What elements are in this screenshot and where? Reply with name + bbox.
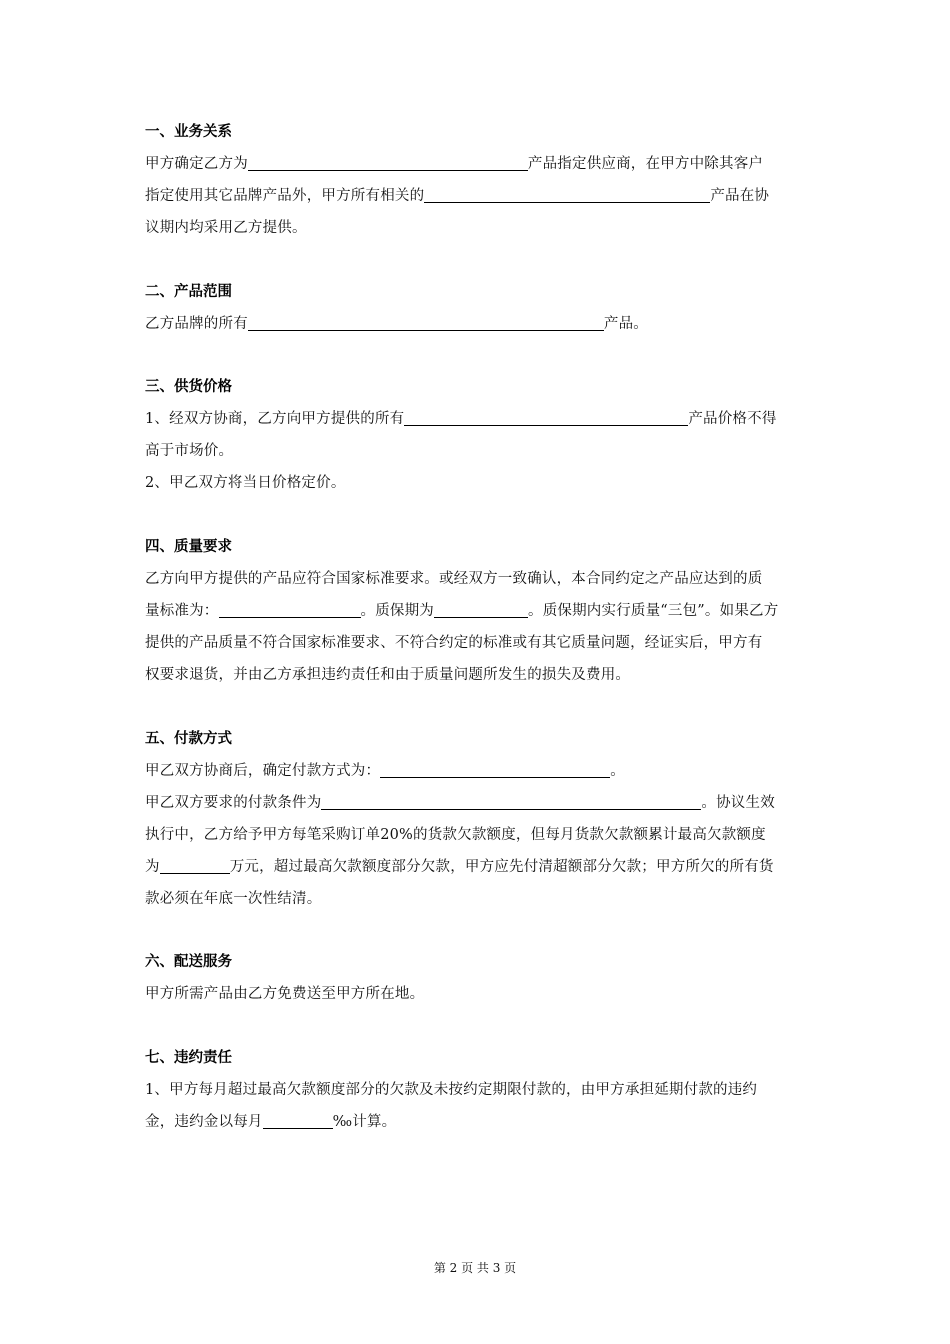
text-run: 金，违约金以每月: [145, 1114, 263, 1130]
text-run: 量标准为：: [145, 603, 219, 619]
text-run: 产品。: [603, 316, 649, 332]
paragraph: 甲方所需产品由乙方免费送至甲方所在地。: [145, 986, 425, 1002]
fill-in-blank[interactable]: [263, 1112, 333, 1129]
fill-in-blank[interactable]: [248, 154, 528, 171]
paragraph: 款必须在年底一次性结清。: [145, 891, 322, 907]
text-run: 产品价格不得: [688, 411, 777, 427]
page-number-footer: 第 2 页 共 3 页: [433, 1261, 517, 1275]
fill-in-blank[interactable]: [160, 857, 230, 874]
paragraph: 2、甲乙双方将当日价格定价。: [145, 475, 346, 491]
section-heading: 五、付款方式: [145, 731, 232, 747]
section-payment-method: [145, 729, 807, 915]
section-business-relationship: [145, 122, 807, 244]
section-heading: 一、业务关系: [145, 124, 232, 140]
paragraph: [145, 308, 807, 340]
paragraph: 高于市场价。: [145, 443, 234, 459]
section-heading: 二、产品范围: [145, 284, 232, 300]
section-supply-price: [145, 377, 807, 499]
paragraph: 议期内均采用乙方提供。: [145, 220, 307, 236]
text-run: 。质保期内实行质量“三包”。如果乙方: [528, 603, 779, 619]
paragraph: [145, 403, 807, 435]
section-quality-requirements: [145, 537, 807, 691]
fill-in-blank[interactable]: [321, 793, 701, 810]
text-run: 。质保期为: [360, 603, 434, 619]
text-run: 产品在协: [710, 188, 770, 204]
fill-in-blank[interactable]: [404, 409, 688, 426]
paragraph: 执行中，乙方给予甲方每笔采购订单20%的货款欠款额度，但每月货款欠款额累计最高欠款额度: [145, 827, 766, 843]
paragraph: [145, 180, 807, 212]
paragraph: [145, 148, 807, 180]
fill-in-blank[interactable]: [434, 601, 528, 618]
paragraph: 1、甲方每月超过最高欠款额度部分的欠款及未按约定期限付款的，由甲方承担延期付款的违约: [145, 1082, 758, 1098]
section-liability-for-breach: [145, 1048, 807, 1138]
fill-in-blank[interactable]: [380, 761, 610, 778]
fill-in-blank[interactable]: [219, 601, 361, 618]
text-run: 。协议生效: [701, 795, 775, 811]
paragraph: [145, 595, 807, 627]
text-run: ‰计算。: [332, 1114, 397, 1130]
text-run: 指定使用其它品牌产品外，甲方所有相关的: [145, 188, 425, 204]
paragraph: [145, 851, 807, 883]
section-heading: 七、违约责任: [145, 1050, 232, 1066]
fill-in-blank[interactable]: [424, 186, 710, 203]
text-run: 为: [145, 859, 160, 875]
paragraph: [145, 787, 807, 819]
fill-in-blank[interactable]: [248, 314, 604, 331]
paragraph: [145, 1106, 807, 1138]
section-delivery-service: [145, 952, 807, 1010]
section-heading: 四、质量要求: [145, 539, 232, 555]
section-heading: 六、配送服务: [145, 954, 232, 970]
text-run: 。: [610, 763, 625, 779]
text-run: 甲方确定乙方为: [145, 156, 248, 172]
paragraph: 提供的产品质量不符合国家标准要求、不符合约定的标准或有其它质量问题，经证实后，甲方有: [145, 635, 763, 651]
section-product-scope: [145, 282, 807, 340]
paragraph: 乙方向甲方提供的产品应符合国家标准要求。或经双方一致确认，本合同约定之产品应达到的质: [145, 571, 763, 587]
text-run: 乙方品牌的所有: [145, 316, 248, 332]
text-run: 产品指定供应商，在甲方中除其客户: [527, 156, 764, 172]
text-run: 甲乙双方协商后，确定付款方式为：: [145, 763, 381, 779]
section-heading: 三、供货价格: [145, 379, 232, 395]
text-run: 甲乙双方要求的付款条件为: [145, 795, 322, 811]
paragraph: 权要求退货，并由乙方承担违约责任和由于质量问题所发生的损失及费用。: [145, 667, 631, 683]
text-run: 万元，超过最高欠款额度部分欠款，甲方应先付清超额部分欠款；甲方所欠的所有货: [229, 859, 774, 875]
text-run: 1、经双方协商，乙方向甲方提供的所有: [145, 411, 405, 427]
paragraph: [145, 755, 807, 787]
